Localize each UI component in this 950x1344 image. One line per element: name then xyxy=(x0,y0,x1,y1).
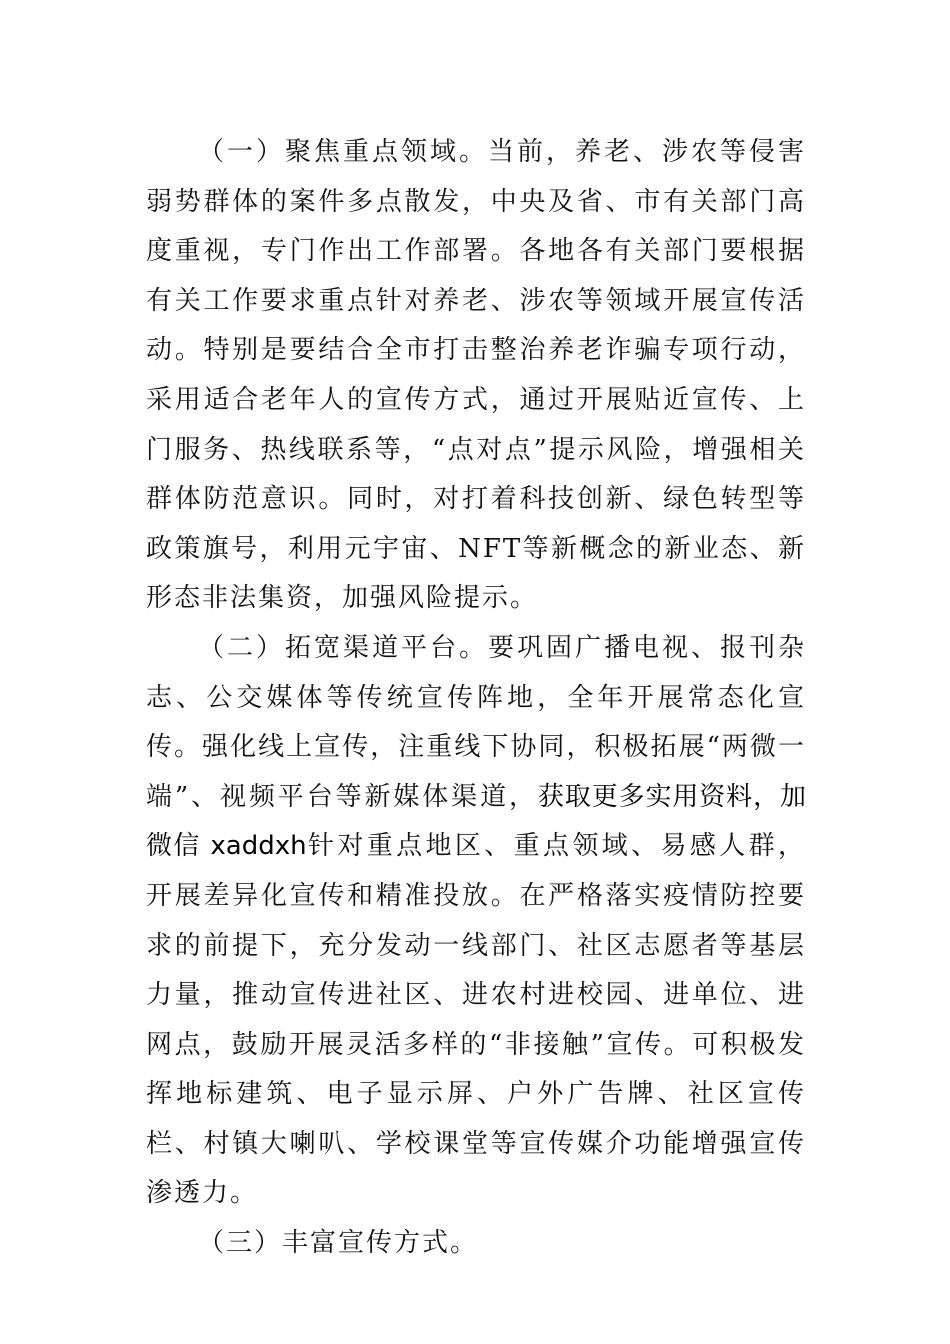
paragraph-text: （三）丰富宣传方式。 xyxy=(198,1228,479,1259)
document-body xyxy=(146,128,806,1269)
paragraph-enrich-methods xyxy=(146,1219,806,1269)
paragraph-broaden-channels xyxy=(146,624,806,1219)
inserted-promo-text: 获取更多实用资料，加微信 xaddxh xyxy=(146,781,806,862)
paragraph-text: （一）聚焦重点领域。当前，养老、涉农等侵害弱势群体的案件多点散发，中央及省、市有关部门高度重视，专门作出工作部署。各地各有关部门要根据有关工作要求重点针对养老、涉农等领域开展宣传活动。特别是要结合全市打击整治养老诈骗专项行动，采用适合老年人的宣传方式，通过开展贴近宣传、上门服务、热线联系等，“点对点”提示风险，增强相关群体防范意识。同时，对打着科技创新、绿色转型等政策旗号，利用元宇宙、NFT等新概念的新业态、新形态非法集资，加强风险提示。 xyxy=(146,137,806,614)
paragraph-text-end: 针对重点地区、重点领域、易感人群，开展差异化宣传和精准投放。在严格落实疫情防控要求的前提下，充分发动一线部门、社区志愿者等基层力量，推动宣传进社区、进农村进校园、进单位、进网点，鼓励开展灵活多样的“非接触”宣传。可积极发挥地标建筑、电子显示屏、户外广告牌、社区宣传栏、村镇大喇叭、学校课堂等宣传媒介功能增强宣传渗透力。 xyxy=(146,831,806,1209)
paragraph-text-start: （二）拓宽渠道平台。要巩固广播电视、报刊杂志、公交媒体等传统宣传阵地，全年开展常态化宣传。强化线上宣传，注重线下协同，积极拓展“两微一端”、视频平台等新媒体渠道， xyxy=(146,632,806,812)
paragraph-focus-key-areas xyxy=(146,128,806,624)
